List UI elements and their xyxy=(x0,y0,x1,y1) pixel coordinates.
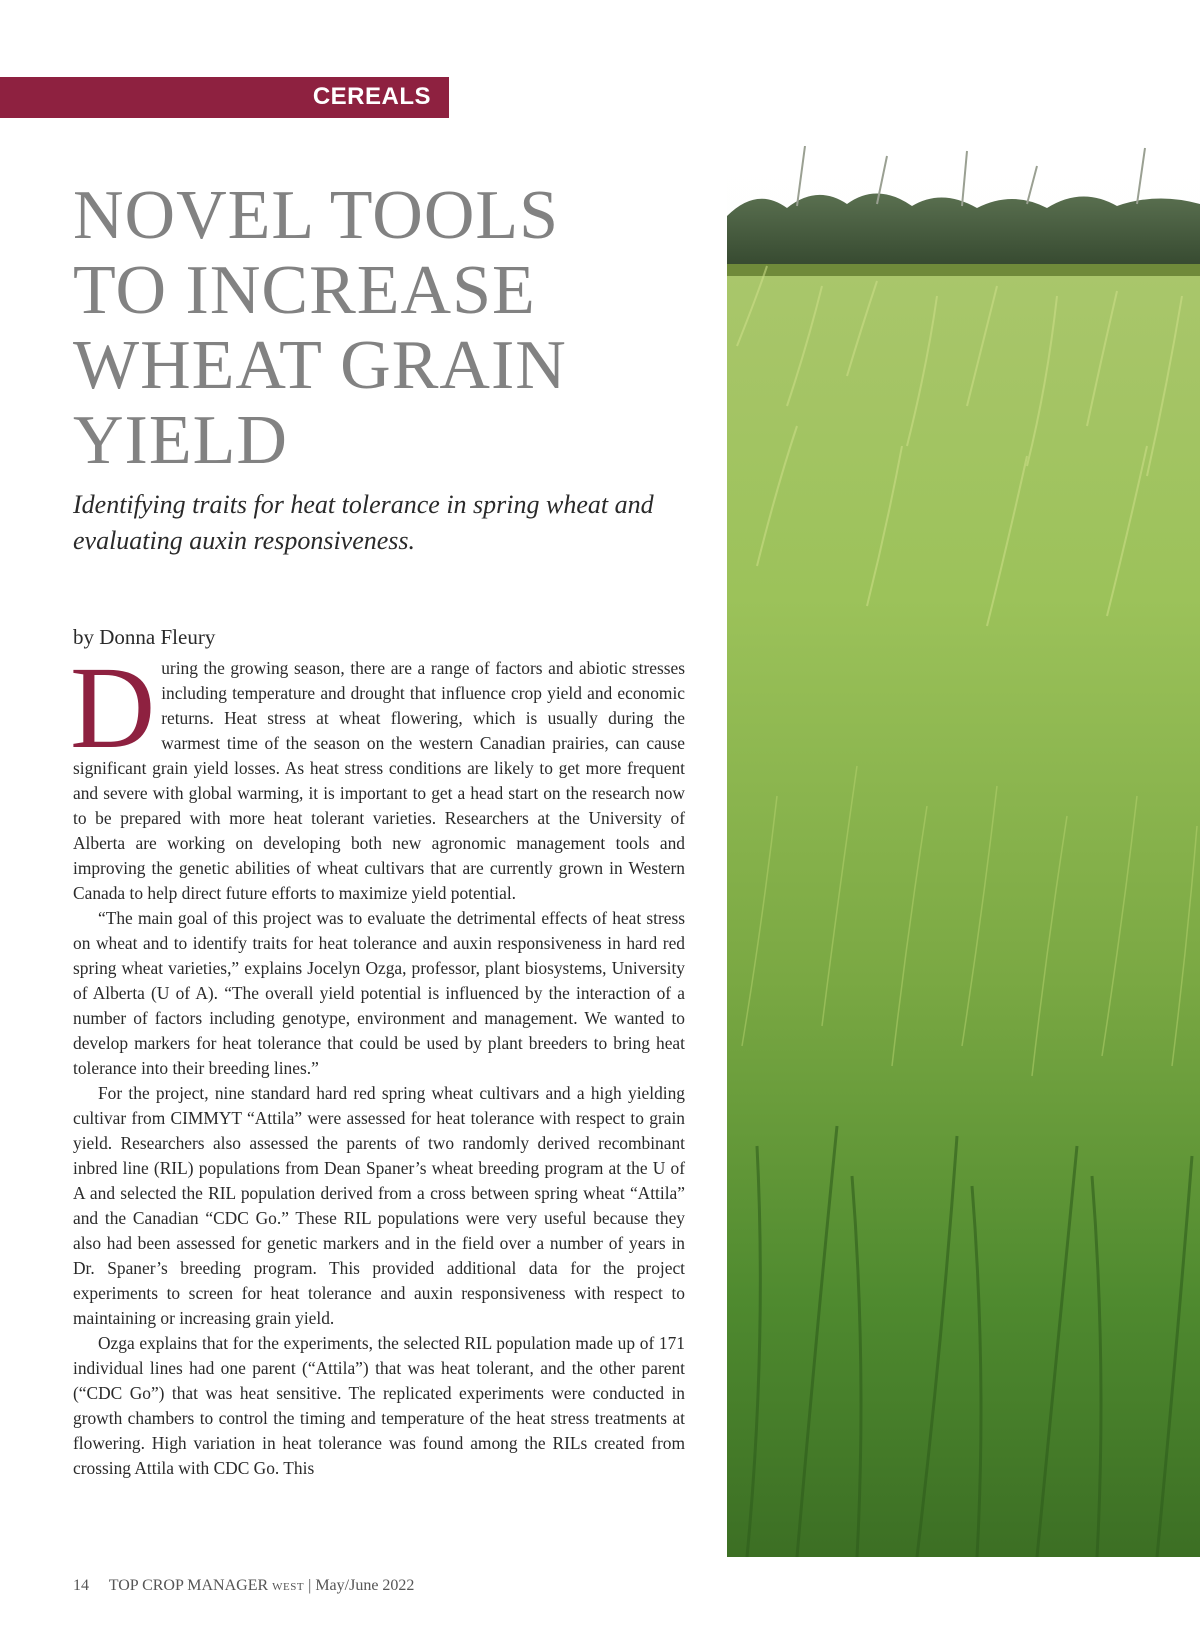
wheat-field-photo xyxy=(727,146,1200,1557)
page-footer xyxy=(73,1577,414,1595)
body-paragraph: For the project, nine standard hard red spring wheat cultivars and a high yielding cultivar from CIMMYT “Attila” were assessed for heat tolerance with respect to grain yield. Researchers also assessed the parents of two randomly derived recombinant inbred line (RIL) populations from Dean Spaner’s wheat breeding program at the U of A and selected the RIL population derived from a cross between spring wheat “Attila” and the Canadian “CDC Go.” These RIL populations were very useful because they also had been assessed for genetic markers and in the field over a number of years in Dr. Spaner’s breeding program. This provided additional data for the project experiments to screen for heat tolerance and auxin responsiveness with respect to maintaining or increasing grain yield. xyxy=(73,1083,685,1328)
headline-line: NOVEL TOOLS xyxy=(73,177,560,254)
headline-line: YIELD xyxy=(73,402,288,479)
drop-cap: D xyxy=(70,642,156,773)
body-paragraph: Ozga explains that for the experiments, the selected RIL population made up of 171 individual lines had one parent (“Attila”) that was heat tolerant, and the other parent (“CDC Go”) that was heat sensitive. The replicated experiments were conducted in growth chambers to control the timing and temperature of the heat stress treatments at flowering. High variation in heat tolerance was found among the RILs created from crossing Attila with CDC Go. This xyxy=(73,1333,685,1478)
section-label: CEREALS xyxy=(312,83,431,110)
wheat-field-image xyxy=(727,146,1200,1557)
issue-date: May/June 2022 xyxy=(315,1577,415,1594)
article-body xyxy=(70,642,685,1481)
headline-line: TO INCREASE xyxy=(73,252,536,329)
byline: by Donna Fleury xyxy=(73,625,216,649)
body-paragraph xyxy=(70,642,685,906)
section-banner xyxy=(0,77,449,118)
footer-separator: | xyxy=(308,1577,312,1594)
magazine-edition: WEST xyxy=(272,1581,305,1593)
article-headline xyxy=(73,178,713,478)
article-deck xyxy=(73,487,693,559)
body-paragraph: “The main goal of this project was to evaluate the detrimental effects of heat stress on wheat and to identify traits for heat tolerance and auxin responsiveness in hard red spring wheat varieties,” explains Jocelyn Ozga, professor, plant biosystems, University of Alberta (U of A). “The overall yield potential is influenced by the interaction of a number of factors including genotype, environment and management. We wanted to develop markers for heat tolerance that could be used by plant breeders to bring heat tolerance into their breeding lines.” xyxy=(73,908,685,1078)
headline-line: WHEAT GRAIN xyxy=(73,327,567,404)
deck-line: Identifying traits for heat tolerance in spring wheat and xyxy=(73,490,654,519)
page-number: 14 xyxy=(73,1577,89,1594)
magazine-name: TOP CROP MANAGER xyxy=(108,1577,269,1594)
paragraph-text: uring the growing season, there are a range of factors and abiotic stresses including temperature and drought that influence crop yield and economic returns. Heat stress at wheat flowering, which is usually during the warmest time of the season on the western Canadian prairies, can cause significant grain yield losses. As heat stress conditions are likely to get more frequent and severe with global warming, it is important to get a head start on the research now to be prepared with more heat tolerant varieties. Researchers at the University of Alberta are working on developing both new agronomic management tools and improving the genetic abilities of wheat cultivars that are currently grown in Western Canada to help direct future efforts to maximize yield potential. xyxy=(73,658,685,903)
deck-line: evaluating auxin responsiveness. xyxy=(73,526,416,555)
